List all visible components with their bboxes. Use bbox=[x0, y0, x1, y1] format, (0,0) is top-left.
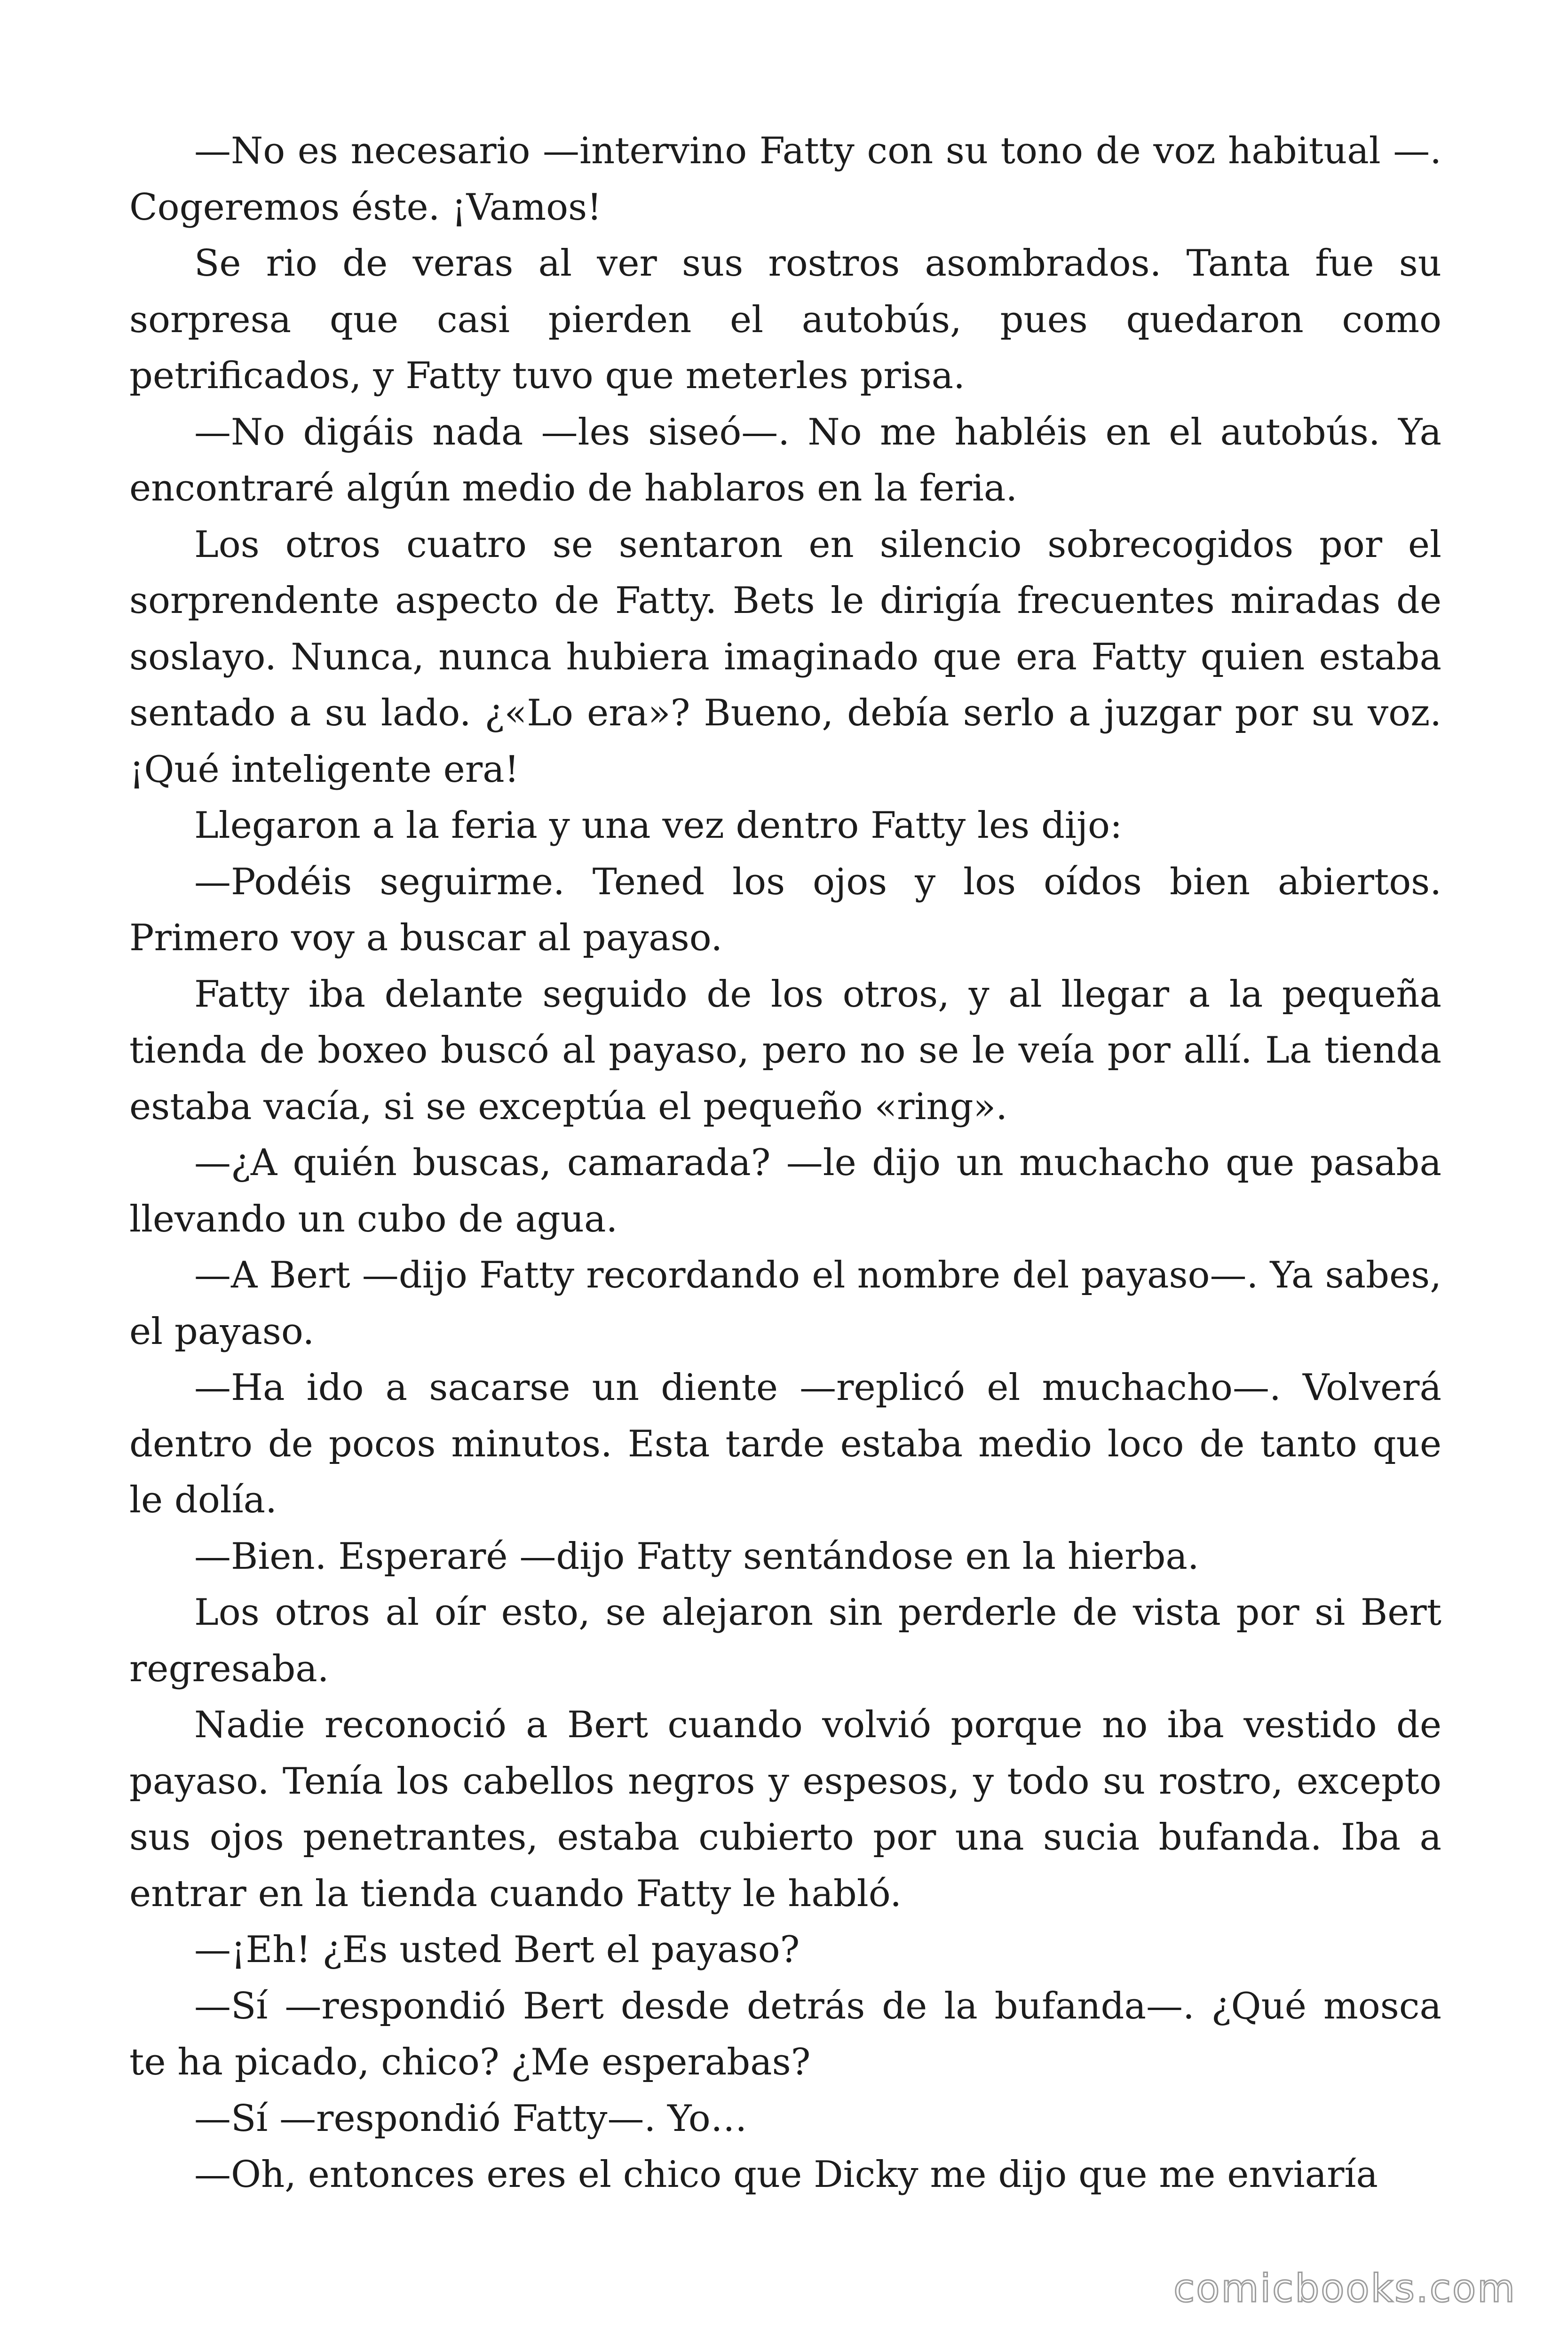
paragraph: —Ha ido a sacarse un diente —replicó el muchacho—. Volverá dentro de pocos minutos. Esta tarde estaba medio loco de tanto que le dolía. bbox=[129, 1367, 1441, 1521]
paragraph: —No es necesario —intervino Fatty con su tono de voz habitual —. Cogeremos éste. ¡Vamos! bbox=[129, 130, 1441, 229]
paragraph: Se rio de veras al ver sus rostros asombrados. Tanta fue su sorpresa que casi pierden el autobús, pues quedaron como petrificados, y Fatty tuvo que meterles prisa. bbox=[129, 242, 1441, 397]
paragraph: Los otros al oír esto, se alejaron sin perderle de vista por si Bert regresaba. bbox=[129, 1591, 1441, 1690]
paragraph: —Bien. Esperaré —dijo Fatty sentándose en la hierba. bbox=[194, 1535, 1199, 1578]
paragraph: Llegaron a la feria y una vez dentro Fatty les dijo: bbox=[194, 804, 1123, 847]
paragraph: —¡Eh! ¿Es usted Bert el payaso? bbox=[194, 1929, 800, 1971]
text-column bbox=[129, 123, 1441, 2203]
paragraph: —Podéis seguirme. Tened los ojos y los oídos bien abiertos. Primero voy a buscar al payaso. bbox=[129, 860, 1441, 959]
paragraph: Los otros cuatro se sentaron en silencio sobrecogidos por el sorprendente aspecto de Fatty. Bets le dirigía frecuentes miradas de soslayo. Nunca, nunca hubiera imaginado que era Fatty quien estaba sentado a su lado. ¿«Lo era»? Bueno, debía serlo a juzgar por su voz. ¡Qué inteligente era! bbox=[129, 523, 1441, 791]
paragraph: —Oh, entonces eres el chico que Dicky me dijo que me enviaría bbox=[194, 2153, 1378, 2196]
paragraph: —A Bert —dijo Fatty recordando el nombre del payaso—. Ya sabes, el payaso. bbox=[129, 1254, 1441, 1353]
paragraph: —Sí —respondió Bert desde detrás de la bufanda—. ¿Qué mosca te ha picado, chico? ¿Me esperabas? bbox=[129, 1985, 1441, 2083]
paragraph: —¿A quién buscas, camarada? —le dijo un muchacho que pasaba llevando un cubo de agua. bbox=[129, 1142, 1441, 1240]
paragraph: Nadie reconoció a Bert cuando volvió porque no iba vestido de payaso. Tenía los cabellos negros y espesos, y todo su rostro, excepto sus ojos penetrantes, estaba cubierto por una sucia bufanda. Iba a entrar en la tienda cuando Fatty le habló. bbox=[129, 1704, 1441, 1915]
paragraph: —No digáis nada —les siseó—. No me habléis en el autobús. Ya encontraré algún medio de hablaros en la feria. bbox=[129, 411, 1441, 509]
watermark: comicbooks.com bbox=[1173, 2266, 1516, 2311]
paragraph: Fatty iba delante seguido de los otros, y al llegar a la pequeña tienda de boxeo buscó al payaso, pero no se le veía por allí. La tienda estaba vacía, si se exceptúa el pequeño «ring». bbox=[129, 973, 1441, 1128]
paragraph: —Sí —respondió Fatty—. Yo… bbox=[194, 2097, 747, 2140]
